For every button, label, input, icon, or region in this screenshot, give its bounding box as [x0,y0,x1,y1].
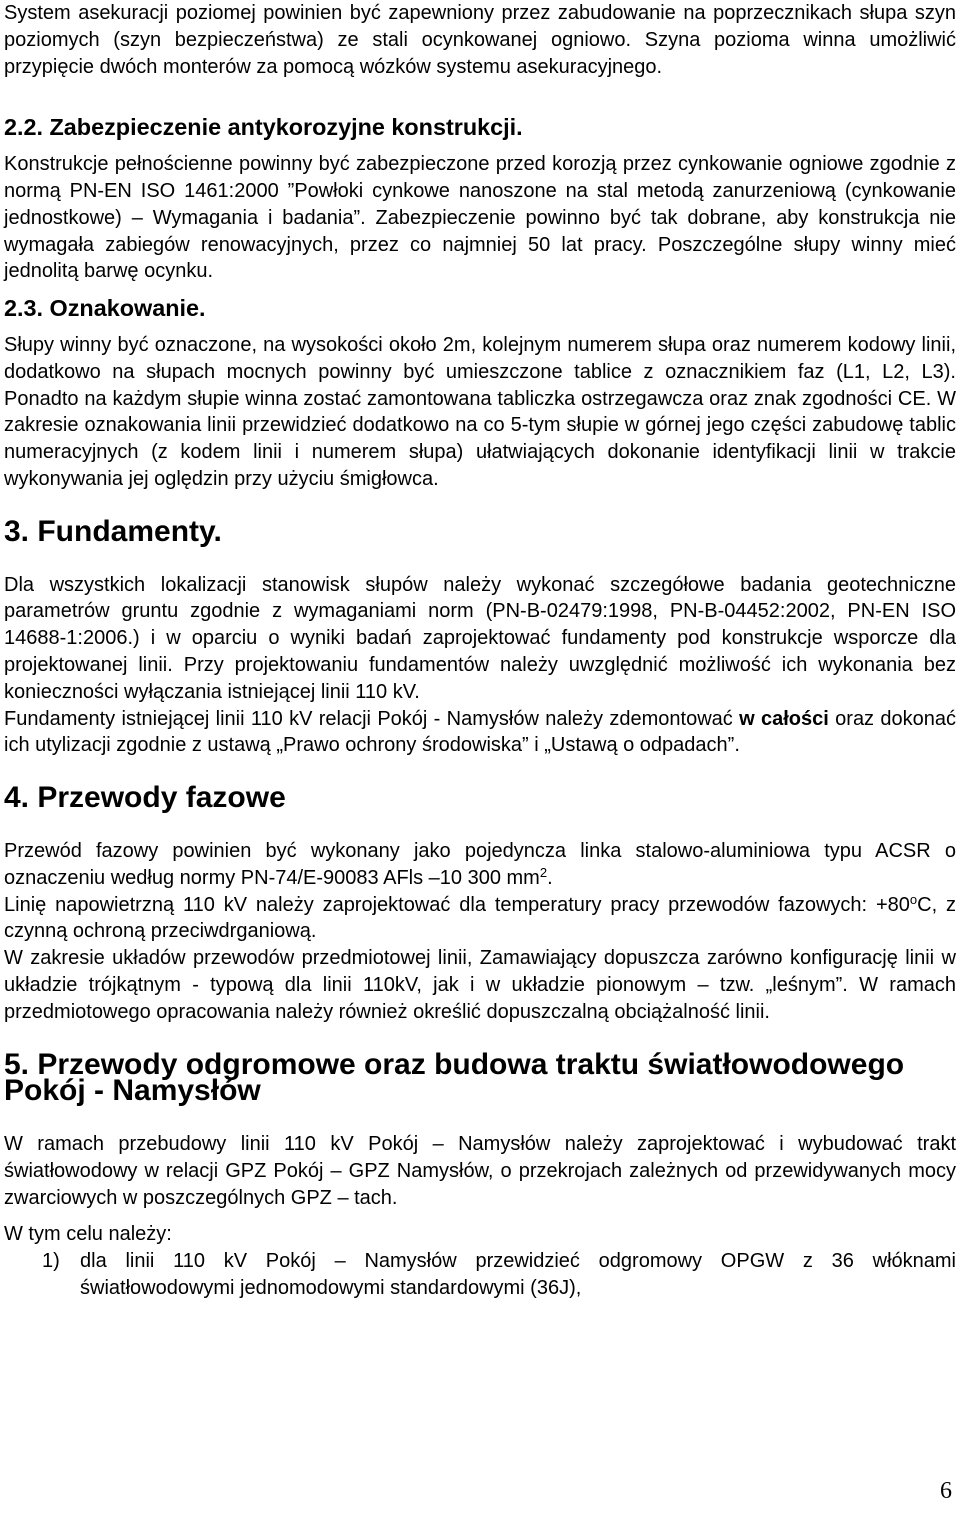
section-4-paragraph-1-text: Przewód fazowy powinien być wykonany jako pojedyncza linka stalowo-aluminiowa typu ACSR o oznaczeniu według normy PN-74/E-90083 AFls –10 300 mm [4,839,956,889]
list-item-number: 1) [42,1250,60,1273]
section-5-paragraph-1: W ramach przebudowy linii 110 kV Pokój – Namysłów należy zaprojektować i wybudować trakt światłowodowy w relacji GPZ Pokój – GPZ Namysłów, o przekrojach zależnych od przewidywanych mocy zwarciowych w poszczególnych GPZ – tach. [4,1133,956,1209]
section-3-paragraph-2-text: Fundamenty istniejącej linii 110 kV relacji Pokój - Namysłów należy zdemontować [4,707,740,730]
section-4-paragraph-2-text: Linię napowietrzną 110 kV należy zaprojektować dla temperatury pracy przewodów fazowych: +80 [4,893,910,916]
section-5-paragraph-2: W tym celu należy: [4,1223,172,1246]
section-5-heading: 5. Przewody odgromowe oraz budowa traktu światłowodowego Pokój - Namysłów [4,1047,905,1108]
section-4-paragraph-2 [4,892,956,946]
section-3-heading: 3. Fundamenty. [4,514,222,548]
section-4-heading: 4. Przewody fazowe [4,781,286,815]
page-number: 6 [940,1478,952,1504]
section-2-3-paragraph: Słupy winny być oznaczone, na wysokości około 2m, kolejnym numerem słupa oraz numerem kodowy linii, dodatkowo na słupach mocnych powinny być umieszczone tablice z oznacznikiem faz (L1, L2, L3). Ponadto na każdym słupie winna zostać zamontowana tabliczka ostrzegawcza oraz znak zgodności CE. W zakresie oznakowania linii przewidzieć dodatkowo na co 5-tym słupie w górnej jego części zabudowę tablic numeracyjnych (z kodem linii i numerem słupa) ułatwiających dokonanie identyfikacji linii w trakcie wykonywania jej oględzin przy użyciu śmigłowca. [4,333,956,490]
section-4-paragraph-2-tail: C, z czynną ochroną przeciwdrganiową. [4,893,957,943]
requirements-list [4,1248,956,1302]
document-page [4,0,956,1302]
section-3-paragraph-2-bold: w całości [739,707,829,730]
section-3-paragraph-2 [4,706,956,760]
list-item [4,1248,956,1302]
section-4-paragraph-1-sup: 2 [539,864,548,880]
section-2-3-heading: 2.3. Oznakowanie. [4,295,206,322]
section-4-paragraph-1 [4,838,956,892]
section-2-2-heading: 2.2. Zabezpieczenie antykorozyjne konstrukcji. [4,114,523,141]
list-item-text: dla linii 110 kV Pokój – Namysłów przewidzieć odgromowy OPGW z 36 włóknami światłowodowymi jednomodowymi standardowymi (36J), [80,1250,956,1300]
section-4-paragraph-2-sup: o [909,891,918,907]
section-3-paragraph-1: Dla wszystkich lokalizacji stanowisk słupów należy wykonać szczegółowe badania geotechniczne parametrów gruntu zgodnie z wymaganiami norm (PN-B-02479:1998, PN-B-04452:2002, PN-EN ISO 14688-1:2006.) i w oparciu o wyniki badań zaprojektować fundamenty pod konstrukcje wsporcze dla projektowanej linii. Przy projektowaniu fundamentów należy uwzględnić możliwość ich wykonania bez konieczności wyłączania istniejącej linii 110 kV. [4,573,956,703]
intro-paragraph: System asekuracji poziomej powinien być zapewniony przez zabudowanie na poprzecznikach słupa szyn poziomych (szyn bezpieczeństwa) ze stali ocynkowanej ogniowo. Szyna pozioma winna umożliwić przypięcie dwóch monterów za pomocą wózków systemu asekuracyjnego. [4,2,956,78]
section-2-2-paragraph: Konstrukcje pełnościenne powinny być zabezpieczone przed korozją przez cynkowanie ogniowe zgodnie z normą PN-EN ISO 1461:2000 ”Powłoki cynkowe nanoszone na stal metodą zanurzeniową (cynkowanie jednostkowe) – Wymagania i badania”. Zabezpieczenie powinno być tak dobrane, aby konstrukcja nie wymagała zabiegów renowacyjnych, przez co najmniej 50 lat pracy. Poszczególne słupy winny mieć jednolitą barwę ocynku. [4,153,956,283]
section-4-paragraph-1-end: . [547,866,553,889]
section-4-paragraph-3: W zakresie układów przewodów przedmiotowej linii, Zamawiający dopuszcza zarówno konfigurację linii w układzie trójkątnym - typową dla linii 110kV, jak i w układzie pionowym – tzw. „leśnym”. W ramach przedmiotowego opracowania należy również określić dopuszczalną obciążalność linii. [4,947,956,1023]
section-3-paragraph-2-tail: oraz dokonać ich utylizacji zgodnie z ustawą „Prawo ochrony środowiska” i „Ustawą o odpadach”. [4,707,957,757]
